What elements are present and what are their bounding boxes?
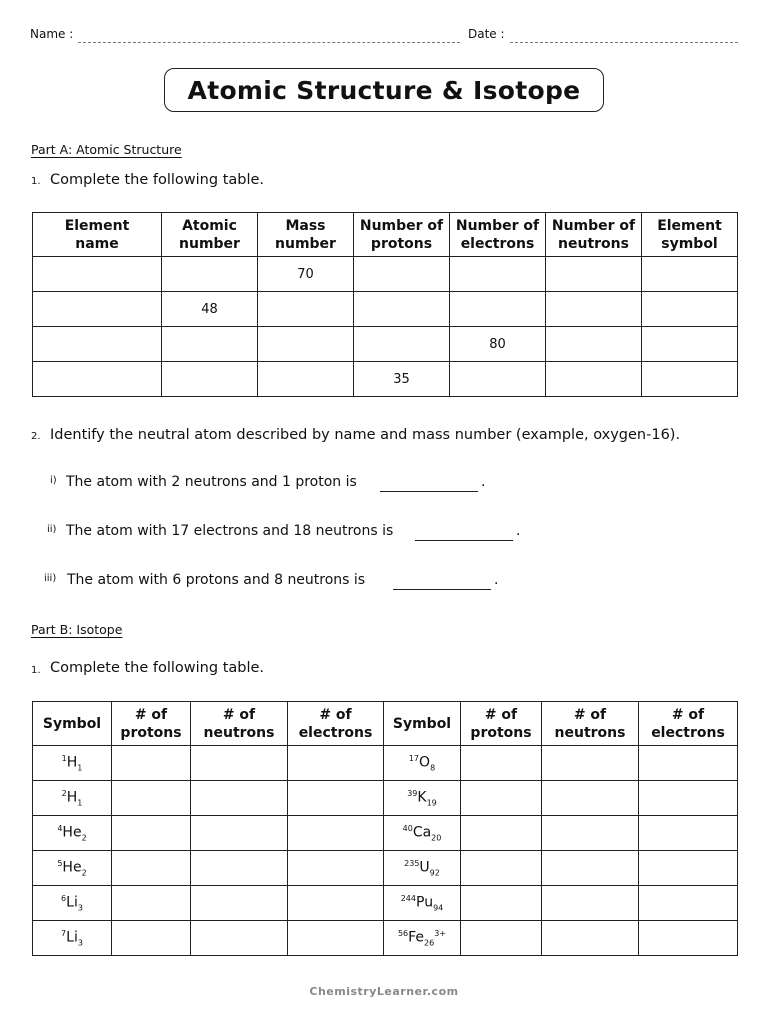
table-row: [33, 746, 738, 781]
table-b-header-line: # of: [222, 706, 256, 723]
isotope-atomic-number: 92: [429, 868, 440, 878]
table-cell[interactable]: [258, 362, 354, 397]
name-label: Name :: [30, 27, 74, 41]
table-a-header-line: Number of: [359, 217, 444, 234]
table-b-header-7: [639, 702, 738, 746]
table-row: [33, 781, 738, 816]
table-row: [33, 886, 738, 921]
table-a-header-4: [450, 213, 546, 257]
table-cell[interactable]: [450, 292, 546, 327]
table-cell: 80: [450, 327, 546, 362]
isotope-mass-number: 39: [407, 788, 418, 798]
table-cell: 35: [354, 362, 450, 397]
table-cell[interactable]: [639, 746, 738, 781]
table-a-header-line: neutrons: [558, 235, 629, 252]
table-row: [33, 851, 738, 886]
isotope-mass-number: 17: [408, 753, 420, 763]
table-cell[interactable]: [461, 886, 542, 921]
table-b-header-line: Symbol: [392, 715, 452, 732]
table-b-header-line: # of: [671, 706, 705, 723]
isotope-mass-number: 244: [400, 893, 416, 903]
table-cell[interactable]: [162, 257, 258, 292]
isotope-element: He: [62, 859, 82, 876]
table-cell[interactable]: [258, 327, 354, 362]
table-b-header-line: # of: [573, 706, 607, 723]
q2-item-1-answer-blank[interactable]: [380, 491, 478, 492]
table-b-header-3: [288, 702, 384, 746]
isotope-element: H: [66, 789, 78, 806]
table-a-header-line: name: [75, 235, 119, 252]
table-b-header-4: [384, 702, 461, 746]
table-cell[interactable]: [162, 362, 258, 397]
table-cell[interactable]: [642, 362, 738, 397]
isotope-mass-number: 5: [57, 858, 63, 868]
table-cell[interactable]: [639, 921, 738, 956]
table-a-header-line: Element: [657, 217, 722, 234]
table-cell[interactable]: [450, 257, 546, 292]
table-row: [33, 921, 738, 956]
table-cell[interactable]: [288, 886, 384, 921]
table-cell[interactable]: [546, 327, 642, 362]
isotope-atomic-number: 2: [81, 868, 87, 878]
isotope-atomic-number: 3: [77, 938, 83, 948]
part-b-heading: Part B: Isotope: [31, 622, 123, 637]
date-field[interactable]: [510, 42, 738, 43]
table-cell[interactable]: [546, 257, 642, 292]
isotope-atomic-number: 1: [77, 798, 83, 808]
table-b-header-line: neutrons: [203, 724, 275, 741]
table-cell[interactable]: [288, 781, 384, 816]
isotope-symbol: [384, 921, 461, 956]
q2-item-1-period: .: [481, 474, 486, 490]
q2-item-1-text: The atom with 2 neutrons and 1 proton is: [66, 474, 357, 490]
table-cell[interactable]: [639, 816, 738, 851]
table-cell[interactable]: [191, 816, 288, 851]
table-cell[interactable]: [354, 327, 450, 362]
isotope-symbol: [384, 886, 461, 921]
table-cell[interactable]: [112, 921, 191, 956]
table-row: [33, 257, 738, 292]
table-row: [33, 362, 738, 397]
isotope-atomic-number: 94: [433, 903, 444, 913]
isotope-element: Li: [66, 894, 78, 911]
table-row: [33, 327, 738, 362]
isotope-element: U: [419, 859, 430, 876]
table-a-header-line: Mass: [285, 217, 326, 234]
table-cell[interactable]: [639, 886, 738, 921]
isotope-symbol: [33, 781, 112, 816]
table-b-header-line: electrons: [298, 724, 373, 741]
isotope-element: Ca: [412, 824, 432, 841]
table-cell[interactable]: [288, 851, 384, 886]
table-cell[interactable]: [642, 327, 738, 362]
table-a-header-line: Atomic: [182, 217, 237, 234]
table-b-header-6: [542, 702, 639, 746]
table-cell[interactable]: [112, 886, 191, 921]
isotope-mass-number: 7: [61, 928, 67, 938]
table-cell[interactable]: [162, 327, 258, 362]
isotope-atomic-number: 1: [77, 763, 83, 773]
table-cell[interactable]: [191, 921, 288, 956]
part-a-q1-number: 1.: [31, 176, 41, 187]
table-cell[interactable]: [112, 816, 191, 851]
q2-item-2-period: .: [516, 523, 521, 539]
isotope-mass-number: 1: [61, 753, 67, 763]
isotope-mass-number: 56: [397, 928, 409, 938]
table-cell[interactable]: [642, 292, 738, 327]
table-cell[interactable]: [354, 292, 450, 327]
isotope-atomic-number: 3: [77, 903, 83, 913]
table-row: [33, 816, 738, 851]
table-b-header-1: [112, 702, 191, 746]
table-cell[interactable]: [546, 362, 642, 397]
table-a-header-line: Number of: [551, 217, 636, 234]
table-b-header-line: protons: [120, 724, 182, 741]
table-a-header-1: [162, 213, 258, 257]
table-cell[interactable]: [33, 292, 162, 327]
table-a-header-line: symbol: [661, 235, 718, 252]
table-a-header-6: [642, 213, 738, 257]
table-b-header-line: Symbol: [42, 715, 102, 732]
q2-item-3-roman: iii): [44, 573, 57, 584]
table-b-header-5: [461, 702, 542, 746]
isotope-element: Pu: [416, 894, 434, 911]
table-a-header-line: protons: [370, 235, 433, 252]
isotope-symbol: [33, 851, 112, 886]
table-cell[interactable]: [542, 886, 639, 921]
table-cell[interactable]: [642, 257, 738, 292]
table-a-header-3: [354, 213, 450, 257]
table-b-header-2: [191, 702, 288, 746]
table-cell[interactable]: [33, 362, 162, 397]
isotope-symbol: [384, 851, 461, 886]
table-a-header-line: Element: [64, 217, 130, 234]
isotope-atomic-number: 2: [81, 833, 87, 843]
table-a-header-0: [33, 213, 162, 257]
isotope-symbol: [384, 746, 461, 781]
part-a-q2-text: Identify the neutral atom described by name and mass number (example, oxygen-16).: [50, 427, 681, 443]
isotope-symbol: [33, 886, 112, 921]
table-cell: 48: [162, 292, 258, 327]
table-b-header-line: # of: [484, 706, 518, 723]
table-cell[interactable]: [461, 816, 542, 851]
table-cell[interactable]: [33, 327, 162, 362]
atomic-structure-table: [32, 212, 738, 397]
table-a-header-line: Number of: [455, 217, 540, 234]
q2-item-1-roman: i): [50, 475, 57, 486]
table-cell[interactable]: [461, 851, 542, 886]
isotope-symbol: [384, 781, 461, 816]
table-b-header-line: # of: [319, 706, 352, 723]
isotope-mass-number: 2: [61, 788, 67, 798]
isotope-symbol: [33, 921, 112, 956]
table-b-header-line: neutrons: [554, 724, 626, 741]
isotope-symbol: [33, 816, 112, 851]
table-b-header-line: protons: [470, 724, 532, 741]
isotope-atomic-number: 20: [431, 833, 442, 843]
table-cell[interactable]: [639, 851, 738, 886]
table-cell[interactable]: [191, 851, 288, 886]
table-cell[interactable]: [288, 816, 384, 851]
isotope-mass-number: 6: [61, 893, 67, 903]
q2-item-2-roman: ii): [47, 524, 57, 535]
q2-item-3-answer-blank[interactable]: [393, 589, 491, 590]
isotope-element: O: [419, 754, 431, 771]
isotope-charge: 3+: [434, 928, 447, 938]
table-cell[interactable]: [461, 781, 542, 816]
table-a-header-line: electrons: [460, 235, 535, 252]
footer-brand: ChemistryLearner.com: [309, 985, 459, 998]
table-b-header-line: # of: [134, 706, 168, 723]
isotope-atomic-number: 8: [430, 763, 436, 773]
table-a-header-5: [546, 213, 642, 257]
table-cell[interactable]: [461, 921, 542, 956]
isotope-table: [32, 701, 738, 956]
isotope-symbol: [33, 746, 112, 781]
isotope-atomic-number: 19: [426, 798, 437, 808]
isotope-element: K: [417, 789, 427, 806]
isotope-element: Li: [66, 929, 78, 946]
table-a-header-2: [258, 213, 354, 257]
table-cell[interactable]: [112, 781, 191, 816]
table-cell[interactable]: [450, 362, 546, 397]
table-cell[interactable]: [112, 746, 191, 781]
name-field[interactable]: [78, 42, 460, 43]
isotope-mass-number: 40: [402, 823, 413, 833]
q2-item-3-text: The atom with 6 protons and 8 neutrons is: [67, 572, 366, 588]
part-a-q2-number: 2.: [31, 431, 41, 442]
table-cell[interactable]: [191, 746, 288, 781]
isotope-element: Fe: [408, 929, 425, 946]
part-b-q1-text: Complete the following table.: [50, 660, 265, 676]
table-cell[interactable]: [461, 746, 542, 781]
table-cell[interactable]: [542, 781, 639, 816]
q2-item-2: [47, 523, 727, 543]
table-cell[interactable]: [542, 851, 639, 886]
worksheet-title: Atomic Structure & Isotope: [164, 68, 604, 112]
date-label: Date :: [468, 27, 505, 41]
isotope-symbol: [384, 816, 461, 851]
table-cell[interactable]: [542, 816, 639, 851]
isotope-mass-number: 235: [404, 858, 420, 868]
table-cell[interactable]: [546, 292, 642, 327]
table-cell[interactable]: [33, 257, 162, 292]
table-row: [33, 292, 738, 327]
table-cell[interactable]: [542, 921, 639, 956]
table-b-header-0: [33, 702, 112, 746]
table-b-header-line: electrons: [651, 724, 725, 741]
table-a-header-line: number: [179, 235, 240, 252]
part-a-heading: Part A: Atomic Structure: [31, 142, 182, 157]
q2-item-2-answer-blank[interactable]: [415, 540, 513, 541]
q2-item-3-period: .: [494, 572, 499, 588]
table-cell[interactable]: [191, 886, 288, 921]
table-cell[interactable]: [639, 781, 738, 816]
isotope-atomic-number: 26: [424, 938, 435, 948]
q2-item-1: [50, 474, 730, 494]
q2-item-3: [44, 572, 724, 592]
table-cell[interactable]: [354, 257, 450, 292]
part-a-q1-text: Complete the following table.: [50, 172, 265, 188]
table-cell[interactable]: [288, 746, 384, 781]
table-cell[interactable]: [258, 292, 354, 327]
part-b-q1-number: 1.: [31, 665, 41, 676]
isotope-element: He: [62, 824, 82, 841]
isotope-mass-number: 4: [57, 823, 63, 833]
table-cell: 70: [258, 257, 354, 292]
table-cell[interactable]: [112, 851, 191, 886]
table-cell[interactable]: [288, 921, 384, 956]
table-cell[interactable]: [542, 746, 639, 781]
isotope-element: H: [66, 754, 78, 771]
table-a-header-line: number: [275, 235, 336, 252]
q2-item-2-text: The atom with 17 electrons and 18 neutrons is: [66, 523, 394, 539]
table-cell[interactable]: [191, 781, 288, 816]
